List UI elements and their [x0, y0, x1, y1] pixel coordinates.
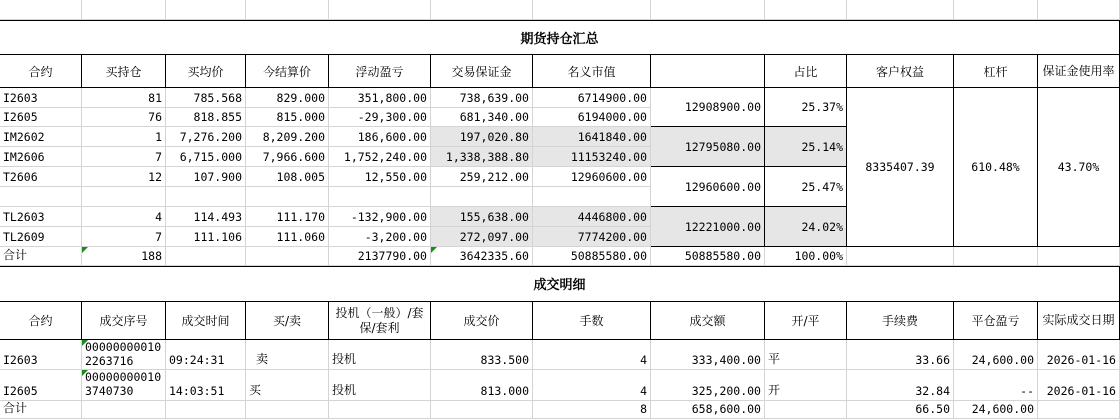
trade-date-cell[interactable]: 2026-01-16: [1038, 370, 1120, 401]
trade-lots-cell[interactable]: 4: [533, 370, 651, 401]
total-pnl-cell[interactable]: 2137790.00: [329, 247, 431, 266]
settle-cell[interactable]: 815.000: [246, 108, 329, 127]
group-subtotal-cell[interactable]: 12221000.00: [651, 207, 765, 247]
avg-price-cell[interactable]: 111.106: [166, 227, 246, 247]
error-flag-icon: [431, 247, 437, 253]
cell[interactable]: [847, 247, 954, 266]
group-subtotal-cell[interactable]: 12908900.00: [651, 88, 765, 127]
pnl-cell[interactable]: -132,900.00: [329, 207, 431, 227]
margin-cell[interactable]: 1,338,388.80: [431, 147, 533, 167]
cell[interactable]: [1038, 0, 1120, 20]
group-subtotal-cell[interactable]: 12960600.00: [651, 167, 765, 207]
cell[interactable]: [166, 0, 246, 20]
qty-cell[interactable]: 1: [82, 127, 166, 147]
divider: [0, 266, 1120, 267]
trade-side-cell[interactable]: 买: [246, 370, 329, 401]
cell[interactable]: [329, 401, 431, 419]
contract-cell[interactable]: TL2609: [0, 227, 82, 247]
settle-cell[interactable]: [246, 187, 329, 207]
header-contract[interactable]: 合约: [0, 55, 82, 88]
total-qty-value: 188: [141, 249, 162, 263]
pnl-cell[interactable]: 12,550.00: [329, 167, 431, 187]
trade-type-cell[interactable]: 投机: [329, 370, 431, 401]
trade-seq-cell[interactable]: [82, 340, 166, 370]
notional-cell[interactable]: [533, 187, 651, 207]
notional-cell[interactable]: 6714900.00: [533, 88, 651, 108]
trade-header-fee[interactable]: 手续费: [847, 302, 954, 340]
trade-seq-value: 000000000102263716: [85, 340, 162, 368]
margin-cell[interactable]: 738,639.00: [431, 88, 533, 108]
header-client-equity[interactable]: 客户权益: [847, 55, 954, 88]
trade-close-pnl-cell[interactable]: 24,600.00: [954, 340, 1038, 370]
trade-fee-cell[interactable]: 32.84: [847, 370, 954, 401]
trade-contract-cell[interactable]: I2603: [0, 340, 82, 370]
cell[interactable]: [246, 401, 329, 419]
total-ratio-cell[interactable]: 100.00%: [765, 247, 847, 266]
error-flag-icon: [82, 340, 88, 346]
error-flag-icon: [82, 247, 88, 253]
trade-side-cell[interactable]: 卖: [246, 340, 329, 370]
header-notional-value[interactable]: 名义市值: [533, 55, 651, 88]
total-margin-cell[interactable]: [431, 247, 533, 266]
avg-price-cell[interactable]: 107.900: [166, 167, 246, 187]
qty-cell[interactable]: 81: [82, 88, 166, 108]
trade-lots-cell[interactable]: 4: [533, 340, 651, 370]
notional-cell[interactable]: 7774200.00: [533, 227, 651, 247]
trades-title[interactable]: 成交明细: [0, 266, 1120, 302]
trade-total-fee-cell[interactable]: 66.50: [847, 401, 954, 419]
trade-open-close-cell[interactable]: 开: [765, 370, 847, 401]
pnl-cell[interactable]: -3,200.00: [329, 227, 431, 247]
group-ratio-cell[interactable]: 24.02%: [765, 207, 847, 247]
group-ratio-cell[interactable]: 25.47%: [765, 167, 847, 207]
settle-cell[interactable]: 7,966.600: [246, 147, 329, 167]
trade-header-date[interactable]: 实际成交日期: [1038, 302, 1120, 340]
total-subtotal-cell[interactable]: 50885580.00: [651, 247, 765, 266]
avg-price-cell[interactable]: 818.855: [166, 108, 246, 127]
cell[interactable]: [533, 0, 651, 20]
trade-header-open-close[interactable]: 开/平: [765, 302, 847, 340]
margin-cell[interactable]: [431, 187, 533, 207]
trade-total-amount-cell[interactable]: 658,600.00: [651, 401, 765, 419]
trade-amount-cell[interactable]: 333,400.00: [651, 340, 765, 370]
qty-cell[interactable]: 76: [82, 108, 166, 127]
summary-title[interactable]: 期货持仓汇总: [0, 20, 1120, 55]
avg-price-cell[interactable]: 6,715.000: [166, 147, 246, 167]
settle-cell[interactable]: 108.005: [246, 167, 329, 187]
trade-seq-cell[interactable]: [82, 370, 166, 401]
avg-price-cell[interactable]: 114.493: [166, 207, 246, 227]
group-ratio-cell[interactable]: 25.14%: [765, 127, 847, 167]
trade-header-seq[interactable]: 成交序号: [82, 302, 166, 340]
trade-header-time[interactable]: 成交时间: [166, 302, 246, 340]
qty-cell[interactable]: 7: [82, 147, 166, 167]
cell[interactable]: [847, 0, 954, 20]
margin-cell[interactable]: 259,212.00: [431, 167, 533, 187]
group-ratio-cell[interactable]: 25.37%: [765, 88, 847, 127]
margin-cell[interactable]: 197,020.80: [431, 127, 533, 147]
trade-price-cell[interactable]: 833.500: [431, 340, 533, 370]
trade-total-label-cell[interactable]: 合计: [0, 401, 82, 419]
cell[interactable]: [82, 0, 166, 20]
cell[interactable]: [954, 247, 1038, 266]
cell[interactable]: [651, 0, 765, 20]
cell[interactable]: [954, 0, 1038, 20]
total-qty-cell[interactable]: [82, 247, 166, 266]
header-leverage[interactable]: 杠杆: [954, 55, 1038, 88]
qty-cell[interactable]: 12: [82, 167, 166, 187]
notional-cell[interactable]: 11153240.00: [533, 147, 651, 167]
contract-cell[interactable]: I2605: [0, 108, 82, 127]
trade-header-price[interactable]: 成交价: [431, 302, 533, 340]
avg-price-cell[interactable]: [166, 187, 246, 207]
total-label-cell[interactable]: 合计: [0, 247, 82, 266]
qty-cell[interactable]: 7: [82, 227, 166, 247]
avg-price-cell[interactable]: 7,276.200: [166, 127, 246, 147]
cell[interactable]: [0, 0, 82, 20]
trade-time-cell[interactable]: 14:03:51: [166, 370, 246, 401]
trade-header-close-pnl[interactable]: 平仓盈亏: [954, 302, 1038, 340]
trade-fee-cell[interactable]: 33.66: [847, 340, 954, 370]
cell[interactable]: [246, 247, 329, 266]
notional-cell[interactable]: 4446800.00: [533, 207, 651, 227]
margin-cell[interactable]: 681,340.00: [431, 108, 533, 127]
header-buy-position[interactable]: 买持仓: [82, 55, 166, 88]
leverage-cell[interactable]: 610.48%: [954, 88, 1038, 247]
trade-type-cell[interactable]: 投机: [329, 340, 431, 370]
trade-amount-cell[interactable]: 325,200.00: [651, 370, 765, 401]
qty-cell[interactable]: 4: [82, 207, 166, 227]
cell[interactable]: [166, 247, 246, 266]
trade-price-cell[interactable]: 813.000: [431, 370, 533, 401]
margin-cell[interactable]: 272,097.00: [431, 227, 533, 247]
contract-cell[interactable]: T2606: [0, 167, 82, 187]
margin-usage-cell[interactable]: 43.70%: [1038, 88, 1120, 247]
header-trade-margin[interactable]: 交易保证金: [431, 55, 533, 88]
divider: [0, 20, 1120, 21]
trade-seq-value: 000000000103740730: [85, 370, 162, 398]
notional-cell[interactable]: 12960600.00: [533, 167, 651, 187]
avg-price-cell[interactable]: 785.568: [166, 88, 246, 108]
cell[interactable]: [765, 401, 847, 419]
trade-close-pnl-cell[interactable]: --: [954, 370, 1038, 401]
total-notional-cell[interactable]: 50885580.00: [533, 247, 651, 266]
pnl-cell[interactable]: [329, 187, 431, 207]
header-settle-price[interactable]: 今结算价: [246, 55, 329, 88]
settle-cell[interactable]: 8,209.200: [246, 127, 329, 147]
contract-cell[interactable]: [0, 187, 82, 207]
header-blank[interactable]: [651, 55, 765, 88]
settle-cell[interactable]: 111.170: [246, 207, 329, 227]
pnl-cell[interactable]: 351,800.00: [329, 88, 431, 108]
qty-cell[interactable]: [82, 187, 166, 207]
notional-cell[interactable]: 1641840.00: [533, 127, 651, 147]
margin-cell[interactable]: 155,638.00: [431, 207, 533, 227]
trade-total-pnl-cell[interactable]: 24,600.00: [954, 401, 1038, 419]
trade-date-cell[interactable]: 2026-01-16: [1038, 340, 1120, 370]
trade-header-side[interactable]: 买/卖: [246, 302, 329, 340]
trade-total-lots-cell[interactable]: 8: [533, 401, 651, 419]
header-ratio[interactable]: 占比: [765, 55, 847, 88]
trade-open-close-cell[interactable]: 平: [765, 340, 847, 370]
cell[interactable]: [246, 0, 329, 20]
trade-contract-cell[interactable]: I2605: [0, 370, 82, 401]
trade-time-cell[interactable]: 09:24:31: [166, 340, 246, 370]
contract-cell[interactable]: IM2602: [0, 127, 82, 147]
settle-cell[interactable]: 829.000: [246, 88, 329, 108]
trade-header-amount[interactable]: 成交额: [651, 302, 765, 340]
cell[interactable]: [329, 0, 431, 20]
header-margin-usage[interactable]: 保证金使用率: [1038, 55, 1120, 88]
notional-cell[interactable]: 6194000.00: [533, 108, 651, 127]
settle-cell[interactable]: 111.060: [246, 227, 329, 247]
trade-header-contract[interactable]: 合约: [0, 302, 82, 340]
error-flag-icon: [82, 370, 88, 376]
contract-cell[interactable]: I2603: [0, 88, 82, 108]
cell[interactable]: [1038, 401, 1120, 419]
total-margin-value: 3642335.60: [459, 249, 529, 263]
pnl-cell[interactable]: 1,752,240.00: [329, 147, 431, 167]
cell[interactable]: [82, 401, 166, 419]
trade-header-lots[interactable]: 手数: [533, 302, 651, 340]
cell[interactable]: [166, 401, 246, 419]
header-buy-avg-price[interactable]: 买均价: [166, 55, 246, 88]
cell[interactable]: [765, 0, 847, 20]
client-equity-cell[interactable]: 8335407.39: [847, 88, 954, 247]
group-subtotal-cell[interactable]: 12795080.00: [651, 127, 765, 167]
pnl-cell[interactable]: 186,600.00: [329, 127, 431, 147]
contract-cell[interactable]: IM2606: [0, 147, 82, 167]
trade-header-type[interactable]: 投机（一般）/套保/套利: [329, 302, 431, 340]
cell[interactable]: [431, 401, 533, 419]
pnl-cell[interactable]: -29,300.00: [329, 108, 431, 127]
header-floating-pnl[interactable]: 浮动盈亏: [329, 55, 431, 88]
cell[interactable]: [1038, 247, 1120, 266]
contract-cell[interactable]: TL2603: [0, 207, 82, 227]
cell[interactable]: [431, 0, 533, 20]
